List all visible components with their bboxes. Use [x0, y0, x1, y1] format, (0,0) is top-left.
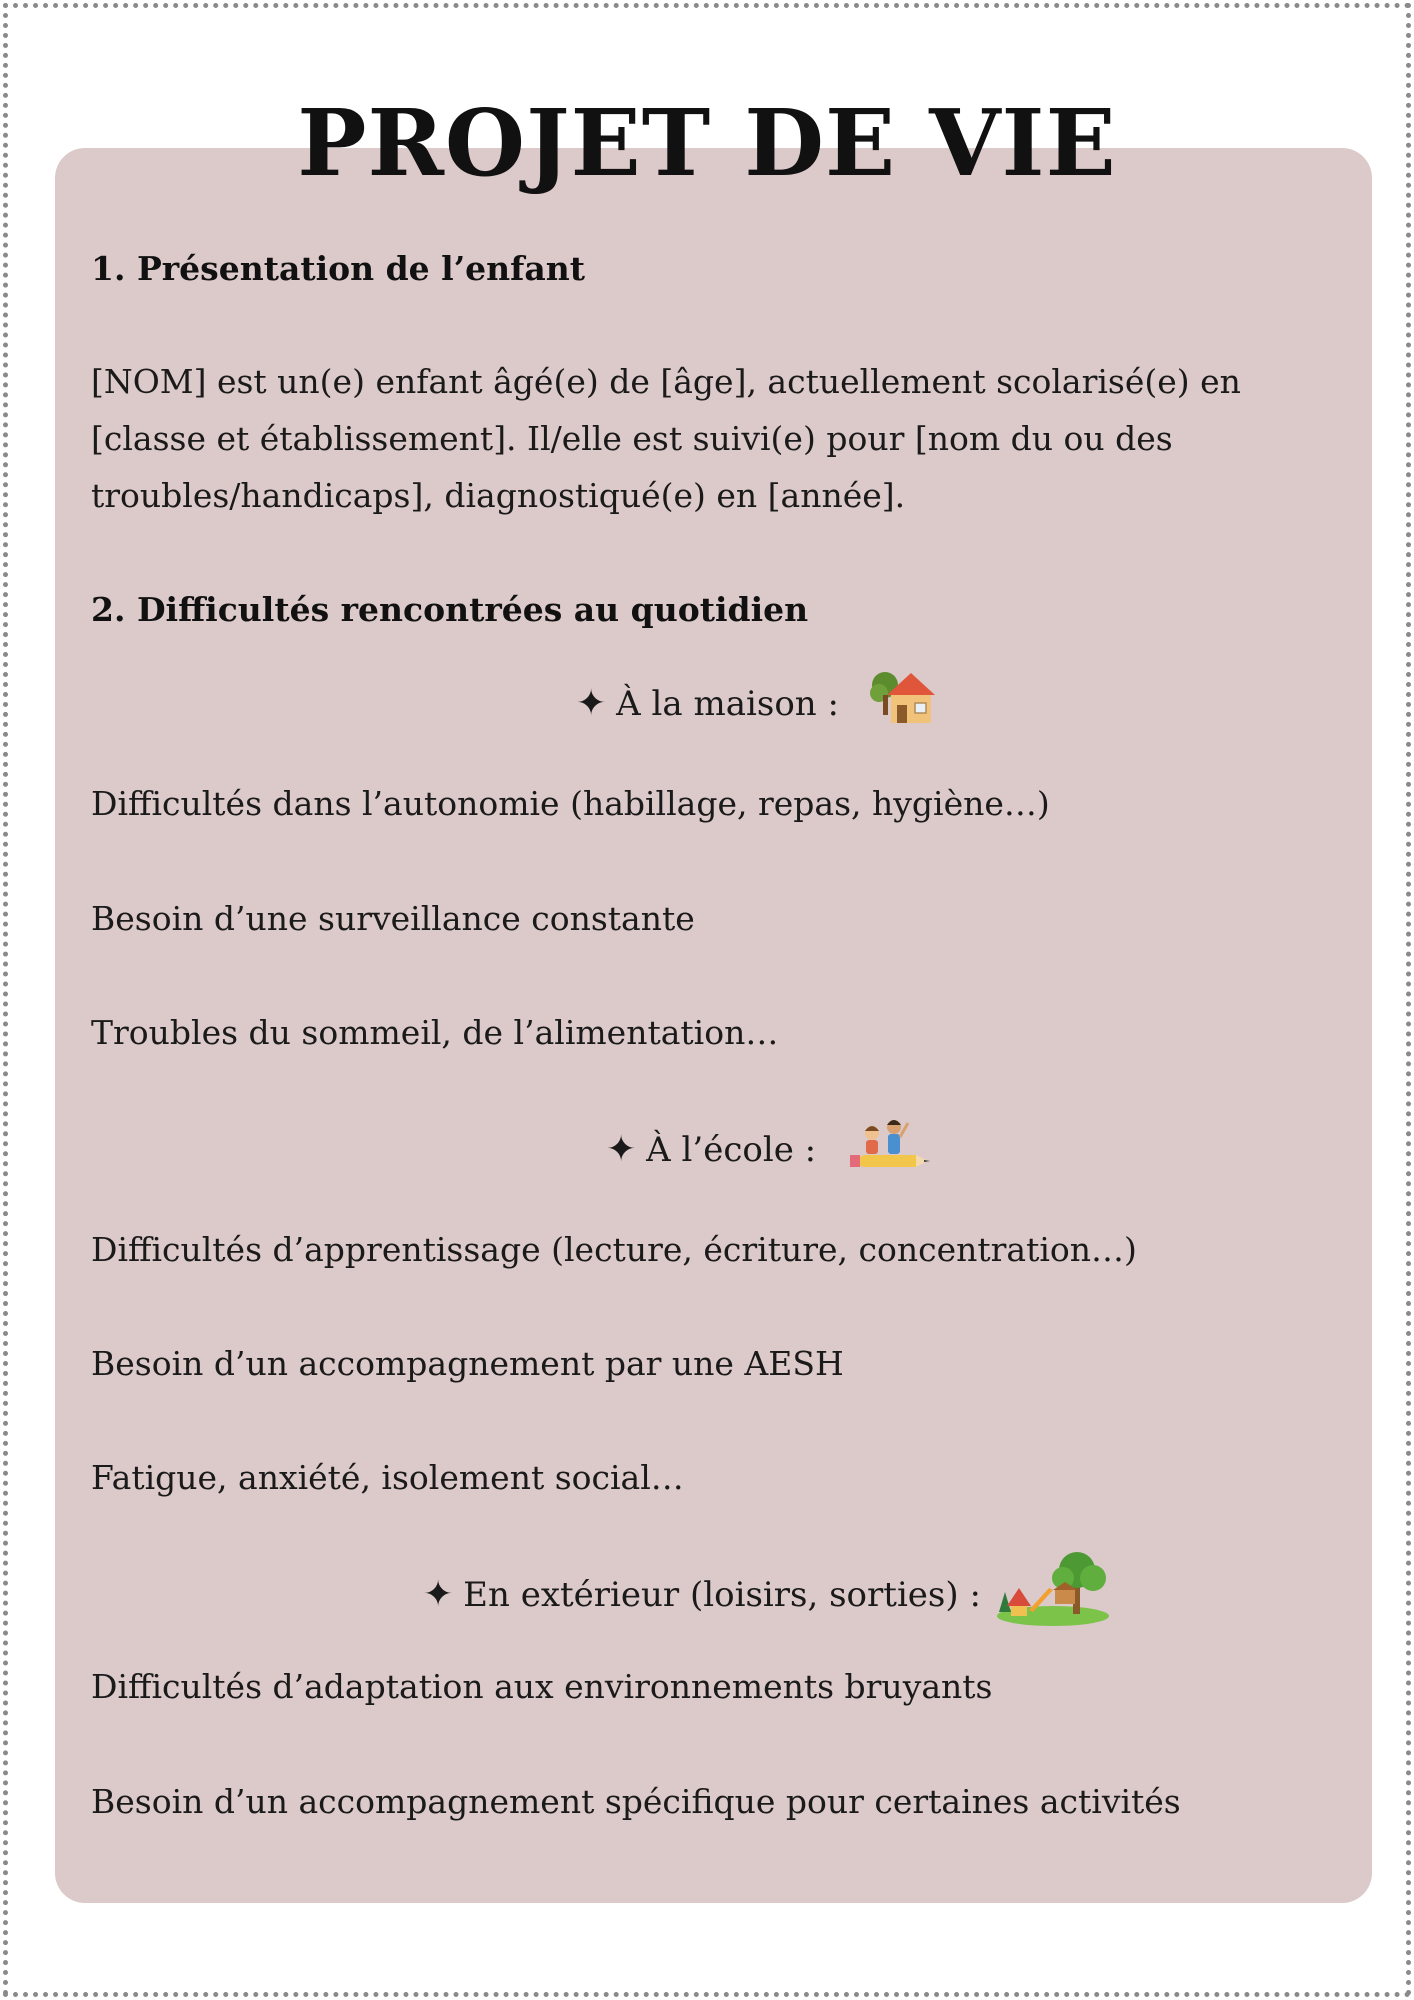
maison-item-2: Besoin d’une surveillance constante — [91, 899, 695, 938]
star-bullet-icon: ✦ — [606, 1128, 637, 1170]
star-bullet-icon: ✦ — [576, 682, 607, 724]
subsection-exterieur-label: En extérieur (loisirs, sorties) : — [463, 1574, 981, 1615]
section-1-paragraph: [NOM] est un(e) enfant âgé(e) de [âge], actuellement scolarisé(e) en [classe et établissement]. Il/elle est suivi(e) pour [nom du ou des troubles/handicaps], diagnostiqué(e) en [année]. — [91, 362, 1241, 515]
page-title: PROJET DE VIE — [297, 89, 1117, 197]
subsection-exterieur — [423, 1548, 1111, 1641]
section-1-heading: 1. Présentation de l’enfant — [91, 249, 585, 288]
exterieur-item-2: Besoin d’un accompagnement spécifique pour certaines activités — [91, 1782, 1181, 1821]
subsection-ecole-label: À l’école : — [646, 1129, 817, 1170]
exterieur-item-1: Difficultés d’adaptation aux environnements bruyants — [91, 1667, 993, 1706]
house-icon — [869, 665, 939, 742]
playground-icon — [993, 1548, 1111, 1641]
ecole-item-2: Besoin d’un accompagnement par une AESH — [91, 1344, 844, 1383]
children-on-pencil-icon — [846, 1111, 930, 1188]
maison-item-3: Troubles du sommeil, de l’alimentation… — [91, 1013, 779, 1052]
star-bullet-icon: ✦ — [423, 1573, 454, 1615]
ecole-item-3: Fatigue, anxiété, isolement social… — [91, 1458, 684, 1497]
subsection-ecole — [606, 1111, 930, 1188]
subsection-maison-label: À la maison : — [616, 683, 839, 724]
maison-item-1: Difficultés dans l’autonomie (habillage, repas, hygiène…) — [91, 784, 1050, 823]
ecole-item-1: Difficultés d’apprentissage (lecture, écriture, concentration…) — [91, 1230, 1137, 1269]
subsection-maison — [576, 665, 939, 742]
section-2-heading: 2. Difficultés rencontrées au quotidien — [91, 590, 809, 629]
